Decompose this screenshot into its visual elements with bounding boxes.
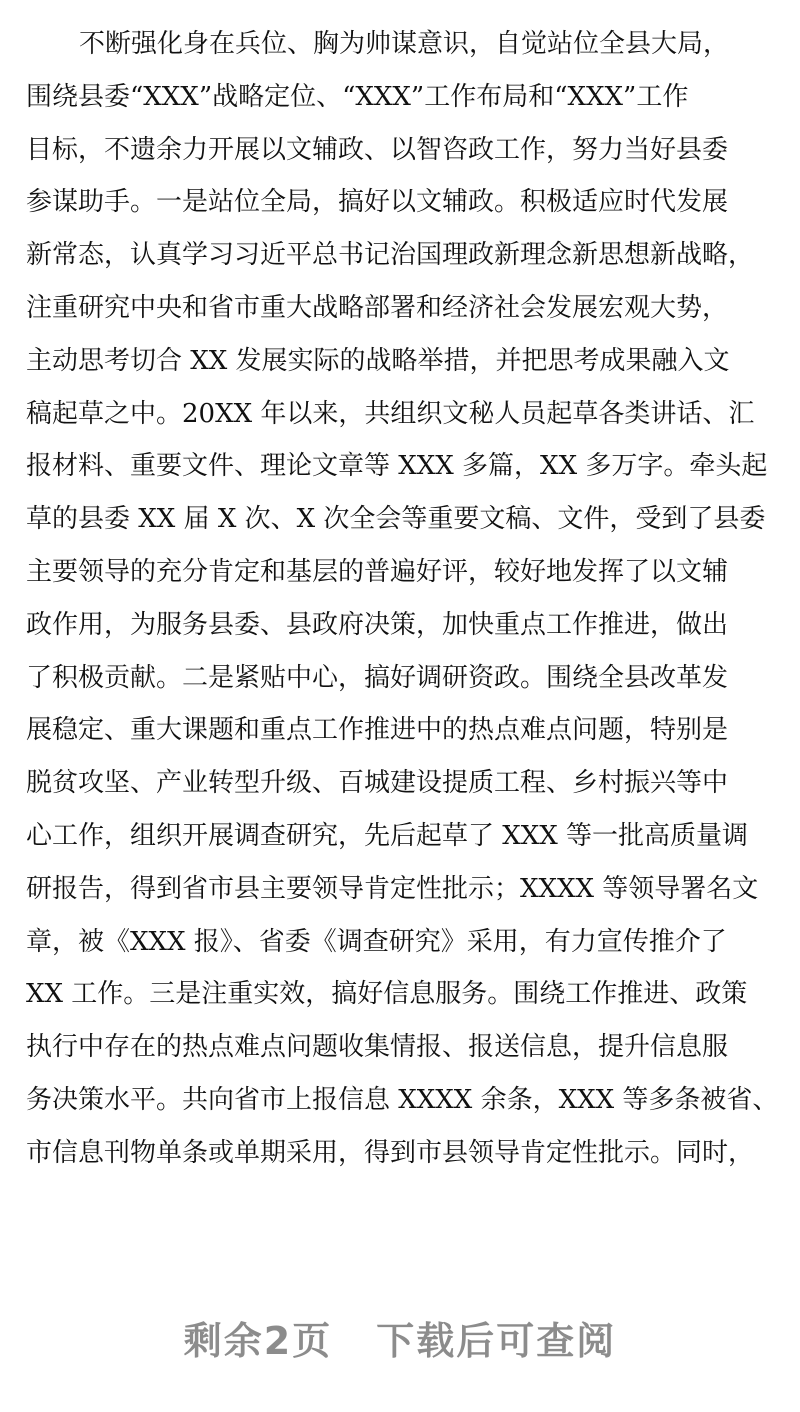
document-body xyxy=(26,18,778,1180)
text-line: XX 工作。三是注重实效，搞好信息服务。围绕工作推进、政策 xyxy=(26,979,748,1010)
text-line: 心工作，组织开展调查研究，先后起草了 XXX 等一批高质量调 xyxy=(26,820,749,851)
download-to-view-label: 下载后可查阅 xyxy=(376,1319,617,1363)
remaining-pages-label: 剩余2页 xyxy=(183,1319,333,1363)
text-line: 市信息刊物单条或单期采用，得到市县领导肯定性批示。同时， xyxy=(26,1137,755,1168)
download-prompt[interactable] xyxy=(0,1310,800,1365)
text-line: 展稳定、重大课题和重点工作推进中的热点难点问题，特别是 xyxy=(26,715,729,746)
text-line: 主要领导的充分肯定和基层的普遍好评，较好地发挥了以文辅 xyxy=(26,556,729,587)
text-line: 草的县委 XX 届 X 次、X 次全会等重要文稿、文件，受到了县委 xyxy=(26,504,766,535)
text-line: 参谋助手。一是站位全局，搞好以文辅政。积极适应时代发展 xyxy=(26,187,729,218)
text-line: 脱贫攻坚、产业转型升级、百城建设提质工程、乡村振兴等中 xyxy=(26,768,729,799)
text-line: 政作用，为服务县委、县政府决策，加快重点工作推进，做出 xyxy=(26,609,729,640)
text-line: 了积极贡献。二是紧贴中心，搞好调研资政。围绕全县改革发 xyxy=(26,662,729,693)
text-line: 新常态，认真学习习近平总书记治国理政新理念新思想新战略， xyxy=(26,240,755,271)
text-line: 注重研究中央和省市重大战略部署和经济社会发展宏观大势， xyxy=(26,292,729,323)
text-line: 章，被《XXX 报》、省委《调查研究》采用，有力宣传推介了 xyxy=(26,926,727,957)
text-line: 围绕县委“XXX”战略定位、“XXX”工作布局和“XXX”工作 xyxy=(26,81,689,112)
text-line: 报材料、重要文件、理论文章等 XXX 多篇，XX 多万字。牵头起 xyxy=(26,451,768,482)
text-line: 研报告，得到省市县主要领导肯定性批示；XXXX 等领导署名文 xyxy=(26,873,759,904)
text-line: 执行中存在的热点难点问题收集情报、报送信息，提升信息服 xyxy=(26,1032,729,1063)
text-line: 不断强化身在兵位、胸为帅谋意识，自觉站位全县大局， xyxy=(79,29,730,59)
text-line: 目标，不遗余力开展以文辅政、以智咨政工作，努力当好县委 xyxy=(26,134,729,165)
text-line: 稿起草之中。20XX 年以来，共组织文秘人员起草各类讲话、汇 xyxy=(26,398,755,429)
text-line: 务决策水平。共向省市上报信息 XXXX 余条，XXX 等多条被省、 xyxy=(26,1084,778,1115)
text-line: 主动思考切合 XX 发展实际的战略举措，并把思考成果融入文 xyxy=(26,345,730,376)
